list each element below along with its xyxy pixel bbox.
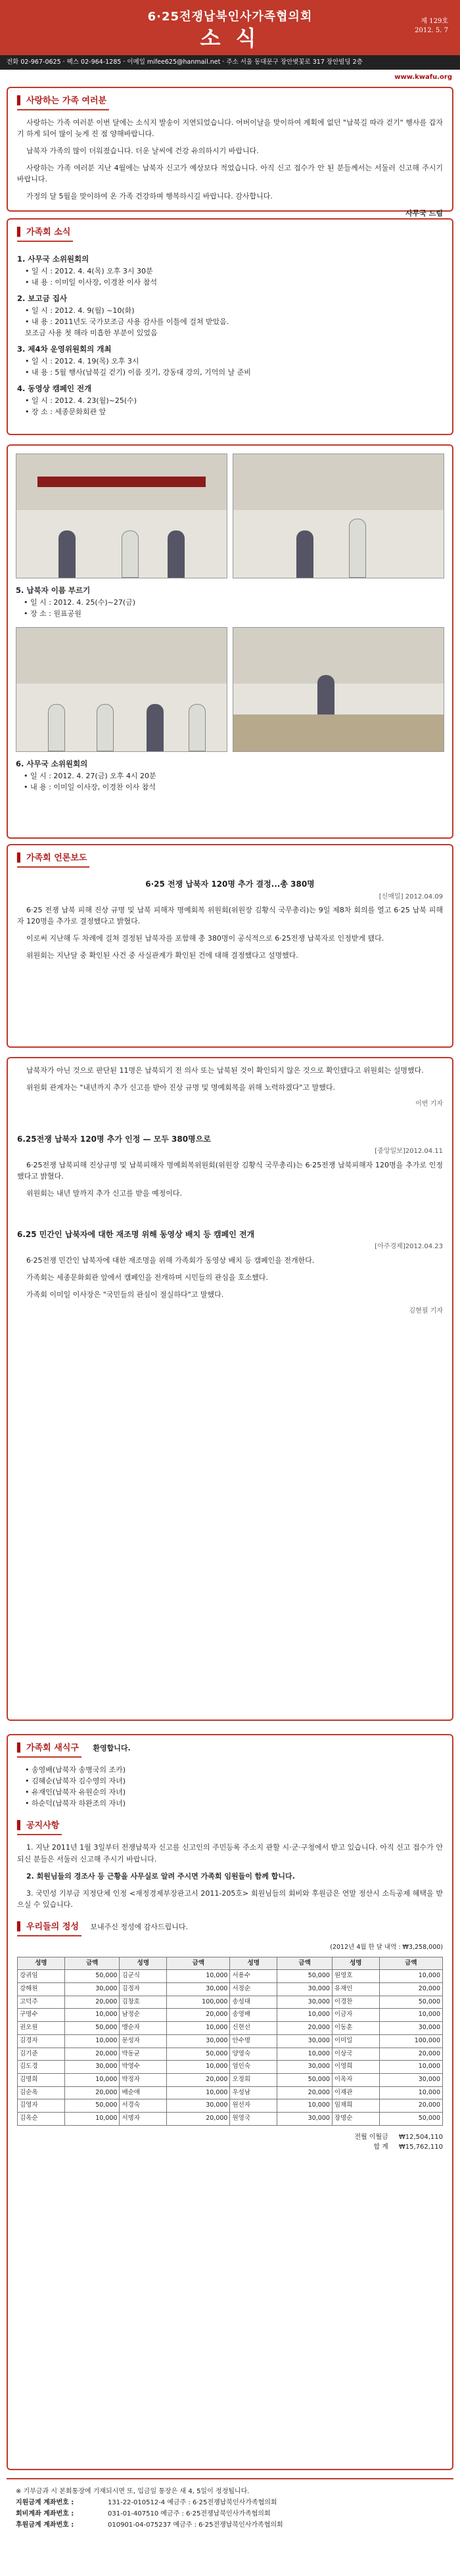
- article-para: 6·25전쟁 민간인 납북자에 대한 재조명을 위해 가족회가 동영상 배치 등 캠페인을 전개한다.: [26, 1255, 315, 1265]
- donor-name: 구명수: [18, 2009, 65, 2022]
- greeting-para: 가정의 달 5월을 맞이하여 온 가족 건강하며 행복하시길 바랍니다. 감사합니다.: [26, 192, 273, 201]
- fund-header-cell: 금액: [277, 1957, 333, 1970]
- donation-amount: 50,000: [167, 2048, 230, 2061]
- donor-name: 송영배: [230, 2009, 277, 2022]
- notice-item: 3. 국민성 기부금 지정단체 인정 <재정경제부장관고시 2011-205호> 회원님들의 회비와 후원금은 연말 정산시 소득공제 혜택을 받으실 수 있습니다.: [17, 1888, 443, 1909]
- donor-name: 신현선: [230, 2022, 277, 2035]
- donor-name: 이미일: [332, 2034, 379, 2048]
- donation-amount: 50,000: [64, 1970, 120, 1983]
- press-section: [7, 844, 453, 1048]
- donor-name: 김순옥: [18, 2086, 65, 2099]
- greeting-section: [7, 87, 453, 218]
- donor-name: 우성남: [230, 2086, 277, 2099]
- news-item: [17, 254, 443, 288]
- photo-event-line: • 내 용 : 이미일 이사장, 이경찬 이사 참석: [24, 782, 156, 791]
- donation-amount: 10,000: [379, 2061, 442, 2074]
- bullet-icon: ▌: [17, 1743, 24, 1753]
- donor-name: 김옥순: [18, 2113, 65, 2126]
- donation-amount: 10,000: [64, 2113, 120, 2126]
- article-headline: 6·25 전쟁 납북자 120명 추가 결정...총 380명: [145, 879, 315, 889]
- news-line: • 일 시 : 2012. 4. 19(목) 오후 3시: [25, 356, 139, 365]
- donor-name: 이영희: [332, 2061, 379, 2074]
- donor-name: 장명순: [332, 2113, 379, 2126]
- donor-name: 권오원: [18, 2022, 65, 2035]
- donation-amount: 10,000: [379, 2009, 442, 2022]
- donation-amount: 20,000: [277, 2086, 333, 2099]
- event-photo: [16, 454, 227, 578]
- donor-name: 김기준: [18, 2048, 65, 2061]
- table-row: [18, 1970, 443, 1983]
- fund-header-cell: 성명: [332, 1957, 379, 1970]
- donation-amount: 10,000: [64, 2034, 120, 2048]
- bullet-icon: ▌: [17, 96, 24, 106]
- photo-event-title: 6. 사무국 소위원회의: [16, 759, 88, 768]
- greeting-para: 사랑하는 가족 여러분 지난 4월에는 납북자 신고가 예상보다 적었습니다. 아직 신고 접수가 안 된 분들께서는 서둘러 신고해 주시기 바랍니다.: [17, 164, 443, 184]
- section-heading: ▌ 공지사항: [17, 1819, 62, 1835]
- donor-name: 김경자: [18, 2034, 65, 2048]
- donation-amount: 10,000: [64, 2074, 120, 2087]
- table-row: [18, 2048, 443, 2061]
- donation-amount: 10,000: [277, 2048, 333, 2061]
- news-item-title: 3. 제4차 운영위원회의 개최: [17, 344, 112, 354]
- summary-label: 합 계: [373, 2143, 388, 2151]
- account-label: 후원금계 계좌번호 :: [16, 2521, 74, 2529]
- fund-header-cell: 금액: [64, 1957, 120, 1970]
- member-item: • 김혜순(납북자 김수영의 자녀): [25, 1777, 126, 1786]
- donor-name: 서명자: [120, 2113, 167, 2126]
- donor-name: 유재인: [332, 1983, 379, 1996]
- donation-amount: 20,000: [277, 2022, 333, 2035]
- donor-name: 김군식: [120, 1970, 167, 1983]
- contact-line: 전화 02-967-0625 · 팩스 02-964-1285 · 이메일 mifee625@hanmail.net · 주소 서울 동대문구 장안벚꽃로 317 장안빌딩 2층: [0, 55, 460, 70]
- article-source: [아주경제]2012.04.23: [375, 1243, 443, 1251]
- table-row: [18, 2061, 443, 2074]
- donor-name: 엄인숙: [230, 2061, 277, 2074]
- donor-name: 이상국: [332, 2048, 379, 2061]
- account-row: [16, 2508, 444, 2519]
- donation-amount: 100,000: [379, 2034, 442, 2048]
- donation-amount: 20,000: [167, 2009, 230, 2022]
- table-row: [18, 2034, 443, 2048]
- fund-header-cell: 성명: [18, 1957, 65, 1970]
- donation-amount: 20,000: [64, 2048, 120, 2061]
- account-label: 지원금계 계좌번호 :: [16, 2499, 74, 2506]
- news-item: [17, 293, 443, 339]
- issue-date: 2012. 5. 7: [415, 27, 448, 34]
- fund-summary-row: [17, 2142, 443, 2153]
- member-item: • 하순덕(납북자 하완조의 자녀): [25, 1799, 126, 1808]
- section-heading: ▌ 가족회 소식: [17, 226, 73, 242]
- article-para: 위원회는 지난달 중 확인된 사건 중 사실관계가 확인된 건에 대해 결정했다고 설명했다.: [26, 951, 298, 960]
- article-byline: 이번 기자: [415, 1100, 443, 1108]
- donor-name: 배순애: [120, 2086, 167, 2099]
- donation-amount: 30,000: [64, 1983, 120, 1996]
- donation-amount: 30,000: [277, 1996, 333, 2009]
- article-source: [중앙일보]2012.04.11: [375, 1148, 443, 1156]
- donor-name: 남정순: [120, 2009, 167, 2022]
- donation-amount: 30,000: [167, 2034, 230, 2048]
- photo-event-line: • 일 시 : 2012. 4. 25(수)~27(금): [24, 597, 136, 607]
- website-link[interactable]: www.kwafu.org: [394, 74, 452, 81]
- notice-item: 2. 회원님들의 경조사 등 근황을 사무실로 알려 주시면 가족회 임원들이 함께 합니다.: [26, 1871, 295, 1881]
- donor-name: 원영호: [332, 1970, 379, 1983]
- donor-name: 이옥자: [332, 2074, 379, 2087]
- photo-event-title: 5. 납북자 이름 부르기: [16, 586, 91, 595]
- donor-name: 양영숙: [230, 2048, 277, 2061]
- donation-amount: 20,000: [379, 2099, 442, 2113]
- table-row: [18, 2009, 443, 2022]
- donor-name: 김도경: [18, 2061, 65, 2074]
- donor-name: 김명희: [18, 2074, 65, 2087]
- photo-section: [7, 444, 453, 839]
- donation-amount: 30,000: [277, 2113, 333, 2126]
- account-row: [16, 2497, 444, 2508]
- donation-amount: 10,000: [277, 2009, 333, 2022]
- donation-amount: 50,000: [379, 1996, 442, 2009]
- table-row: [18, 2022, 443, 2035]
- article-byline: 김현필 기자: [409, 1307, 443, 1315]
- donor-name: 김창호: [120, 1996, 167, 2009]
- donor-name: 원영국: [230, 2113, 277, 2126]
- bullet-icon: ▌: [17, 1821, 24, 1831]
- event-photo: [233, 454, 444, 578]
- notice-item: 1. 지난 2011년 1월 3일부터 전쟁납북자 신고를 신고인의 주민등록 주소지 관할 시·군·구청에서 받고 있습니다. 아직 신고 접수가 안 되신 분들은 서둘러 신고해 주시기 바랍니다.: [17, 1843, 443, 1863]
- news-item: [17, 344, 443, 378]
- donor-name: 이경찬: [332, 1996, 379, 2009]
- fund-header-cell: 금액: [379, 1957, 442, 1970]
- donor-name: 오정희: [230, 2074, 277, 2087]
- news-line: • 일 시 : 2012. 4. 4(목) 오후 3시 30분: [25, 266, 153, 275]
- article-para: 납북자가 아닌 것으로 판단된 11명은 납북되기 전 의사 또는 납북된 것이 확인되지 않은 것으로 확인됐다고 위원회는 설명했다.: [26, 1066, 424, 1075]
- donation-amount: 20,000: [379, 1983, 442, 1996]
- account-value: 010901-04-075237 예금주 : 6·25전쟁납북인사가족협의회: [108, 2521, 283, 2529]
- donation-amount: 10,000: [167, 1970, 230, 1983]
- donation-amount: 20,000: [64, 1996, 120, 2009]
- donor-name: 서정순: [230, 1983, 277, 1996]
- donation-amount: 10,000: [64, 2009, 120, 2022]
- donor-name: 임채희: [332, 2099, 379, 2113]
- donor-name: 원선자: [230, 2099, 277, 2113]
- donor-name: 서경숙: [120, 2099, 167, 2113]
- table-row: [18, 1996, 443, 2009]
- greeting-para: 납북자 가족의 많이 더워졌습니다. 더운 날씨에 건강 유의하시기 바랍니다.: [26, 147, 259, 156]
- donation-amount: 30,000: [167, 1983, 230, 1996]
- notice-section: [17, 1819, 443, 1909]
- news-line: • 내 용 : 5월 행사(납북길 걷기) 이름 짓기, 강동대 강의, 기억의 날 준비: [25, 367, 251, 377]
- summary-value: ₩15,762,110: [398, 2143, 443, 2151]
- account-label: 회비계좌 계좌번호 :: [16, 2510, 74, 2517]
- summary-value: ₩12,504,110: [398, 2133, 443, 2141]
- section-heading: ▌ 가족회 언론보도: [17, 852, 89, 868]
- photo-event-line: • 일 시 : 2012. 4. 27(금) 오후 4시 20분: [24, 771, 156, 780]
- table-row: [18, 2113, 443, 2126]
- donor-name: 송성대: [230, 1996, 277, 2009]
- donation-amount: 10,000: [167, 2022, 230, 2035]
- donation-amount: 50,000: [379, 2113, 442, 2126]
- donation-amount: 30,000: [277, 2061, 333, 2074]
- fund-subheading: 보내주신 정성에 감사드립니다.: [90, 1922, 189, 1931]
- fund-header-cell: 성명: [230, 1957, 277, 1970]
- donation-amount: 10,000: [379, 2086, 442, 2099]
- article-para: 위원회 관계자는 "내년까지 추가 신고를 받아 진상 규명 및 명예회복을 위해 노력하겠다"고 말했다.: [26, 1083, 335, 1092]
- news-line: • 일 시 : 2012. 4. 9(월) ~10(화): [25, 306, 135, 315]
- donor-name: 맹순자: [120, 2022, 167, 2035]
- account-value: 131-22-010512-4 예금주 : 6·25전쟁납북인사가족협의회: [108, 2499, 277, 2506]
- donation-amount: 10,000: [167, 2061, 230, 2074]
- issue-number: 제 129호: [421, 18, 448, 25]
- donor-name: 김정자: [120, 1983, 167, 1996]
- section-heading: ▌ 사랑하는 가족 여러분: [17, 95, 109, 110]
- donor-name: 이재관: [332, 2086, 379, 2099]
- donor-name: 이금자: [332, 2009, 379, 2022]
- donation-amount: 100,000: [167, 1996, 230, 2009]
- donation-amount: 50,000: [64, 2099, 120, 2113]
- donation-amount: 30,000: [379, 2022, 442, 2035]
- donation-amount: 30,000: [277, 2034, 333, 2048]
- masthead: [0, 0, 460, 55]
- donation-amount: 10,000: [277, 2099, 333, 2113]
- news-line: • 장 소 : 세종문화회관 앞: [25, 407, 106, 416]
- donation-amount: 20,000: [379, 2048, 442, 2061]
- summary-label: 전월 이월금: [354, 2133, 388, 2141]
- donation-amount: 30,000: [167, 2099, 230, 2113]
- members-section: [17, 1742, 443, 1809]
- members-notice-fund: [7, 1734, 453, 2470]
- section-heading: ▌ 가족회 새식구: [17, 1742, 81, 1758]
- donor-name: 고덕주: [18, 1996, 65, 2009]
- donor-name: 안수명: [230, 2034, 277, 2048]
- photo-event-line: • 장 소 : 원표공원: [24, 609, 81, 618]
- news-item-title: 1. 사무국 소위원회의: [17, 254, 89, 264]
- footer: [7, 2478, 453, 2537]
- article-source: [신매일] 2012.04.09: [379, 893, 443, 901]
- press-continued: [7, 1057, 453, 1721]
- newsletter-title: 소 식: [200, 26, 260, 51]
- news-line: • 일 시 : 2012. 4. 23(월)~25(수): [25, 396, 137, 405]
- fund-period: (2012년 4월 한 달 내역 : ₩3,258,000): [330, 1943, 443, 1951]
- donation-amount: 30,000: [64, 2061, 120, 2074]
- section-heading: ▌ 우리들의 정성: [17, 1921, 81, 1936]
- table-row: [18, 2074, 443, 2087]
- news-section: [7, 218, 453, 435]
- members-welcome: 환영합니다.: [93, 1744, 131, 1752]
- donor-name: 박영수: [120, 2061, 167, 2074]
- donor-name: 박정자: [120, 2074, 167, 2087]
- org-name: 6·25전쟁납북인사가족협의회: [147, 10, 313, 24]
- article-para: 위원회는 내년 말까지 추가 신고를 받을 예정이다.: [26, 1188, 182, 1198]
- donation-amount: 10,000: [167, 2086, 230, 2099]
- account-row: [16, 2519, 444, 2531]
- donation-amount: 30,000: [379, 2074, 442, 2087]
- footer-note: ※ 기부금과 시 본회통장에 기재되시면 또, 입금일 통장은 새 4, 5일이 정정됩니다.: [16, 2488, 250, 2495]
- news-line: • 내 용 : 2011년도 국가보조금 사용 감사를 이틀에 걸쳐 받았음.: [25, 317, 229, 326]
- table-row: [18, 2099, 443, 2113]
- account-value: 031-01-407510 예금주 : 6·25전쟁납북인사가족협의회: [108, 2510, 271, 2517]
- article-para: 이로써 지난해 두 차례에 걸쳐 결정된 납북자를 포함해 총 380명이 공식적으로 6·25전쟁 납북자로 인정받게 됐다.: [26, 934, 384, 943]
- donation-amount: 20,000: [167, 2074, 230, 2087]
- article-para: 6·25 전쟁 납북 피해 진상 규명 및 납북 피해자 명예회복 위원회(위원장 김황식 국무총리)는 9일 제8차 회의를 열고 6·25 납북 피해자 120명을 추가로 결정했다고 밝혔다.: [17, 906, 443, 926]
- fund-header-cell: 금액: [167, 1957, 230, 1970]
- fund-summary-row: [17, 2132, 443, 2143]
- bullet-icon: ▌: [17, 1921, 24, 1932]
- table-row: [18, 1983, 443, 1996]
- article-para: 가족회는 세종문화회관 앞에서 캠페인을 전개하며 시민들의 관심을 호소했다.: [26, 1273, 269, 1282]
- article-headline: 6.25전쟁 납북자 120명 추가 인정 — 모두 380명으로: [17, 1134, 211, 1144]
- donor-name: 강해원: [18, 1983, 65, 1996]
- news-item-title: 4. 동영상 캠페인 전개: [17, 383, 92, 393]
- table-row: [18, 2086, 443, 2099]
- donation-amount: 50,000: [277, 1970, 333, 1983]
- donor-name: 서용수: [230, 1970, 277, 1983]
- donation-amount: 50,000: [277, 2074, 333, 2087]
- greeting-sign: 사무국 드림: [405, 209, 443, 218]
- bullet-icon: ▌: [17, 853, 24, 863]
- donor-name: 강귀임: [18, 1970, 65, 1983]
- event-photo: [233, 627, 444, 752]
- donation-amount: 20,000: [64, 2086, 120, 2099]
- news-line: 보조금 사용 첫 해라 미흡한 부분이 있었음: [25, 328, 158, 337]
- donation-amount: 20,000: [167, 2113, 230, 2126]
- donation-amount: 50,000: [64, 2022, 120, 2035]
- donation-amount: 10,000: [379, 1970, 442, 1983]
- donor-name: 박동균: [120, 2048, 167, 2061]
- donor-name: 문성자: [120, 2034, 167, 2048]
- bullet-icon: ▌: [17, 227, 24, 237]
- member-item: • 송영배(납북자 송병국의 조카): [25, 1766, 126, 1775]
- fund-section: [17, 1921, 443, 2153]
- news-item-title: 2. 보고금 집사: [17, 294, 67, 304]
- article-headline: 6.25 민간인 납북자에 대한 재조명 위해 동영상 배치 등 캠페인 전개: [17, 1229, 255, 1239]
- member-item: • 유재인(납북자 유원순의 자녀): [25, 1788, 126, 1797]
- news-item: [17, 383, 443, 417]
- article-para: 가족회 이미일 이사장은 "국민들의 관심이 절실하다"고 말했다.: [26, 1290, 224, 1300]
- article-para: 6·25전쟁 납북피해 진상규명 및 납북피해자 명예회복위원회(위원장 김황식 국무총리)는 6·25전쟁 납북피해자 120명을 추가로 인정했다고 밝혔다.: [17, 1160, 443, 1181]
- donor-name: 김영자: [18, 2099, 65, 2113]
- event-photo: [16, 627, 227, 752]
- fund-header-cell: 성명: [120, 1957, 167, 1970]
- greeting-para: 사랑하는 가족 여러분 이번 달에는 소식지 발송이 지연되었습니다. 어버이날을 맞이하여 계획에 없던 "납북길 따라 걷기" 행사를 갑자기 하게 되어 많이 늦게 진 점 양해바랍니다.: [17, 118, 443, 139]
- donation-amount: 30,000: [277, 1983, 333, 1996]
- issue-info: [415, 17, 448, 35]
- donor-name: 이동훈: [332, 2022, 379, 2035]
- news-line: • 내 용 : 이미일 이사장, 이경찬 이사 참석: [25, 278, 158, 287]
- fund-table: [17, 1957, 443, 2126]
